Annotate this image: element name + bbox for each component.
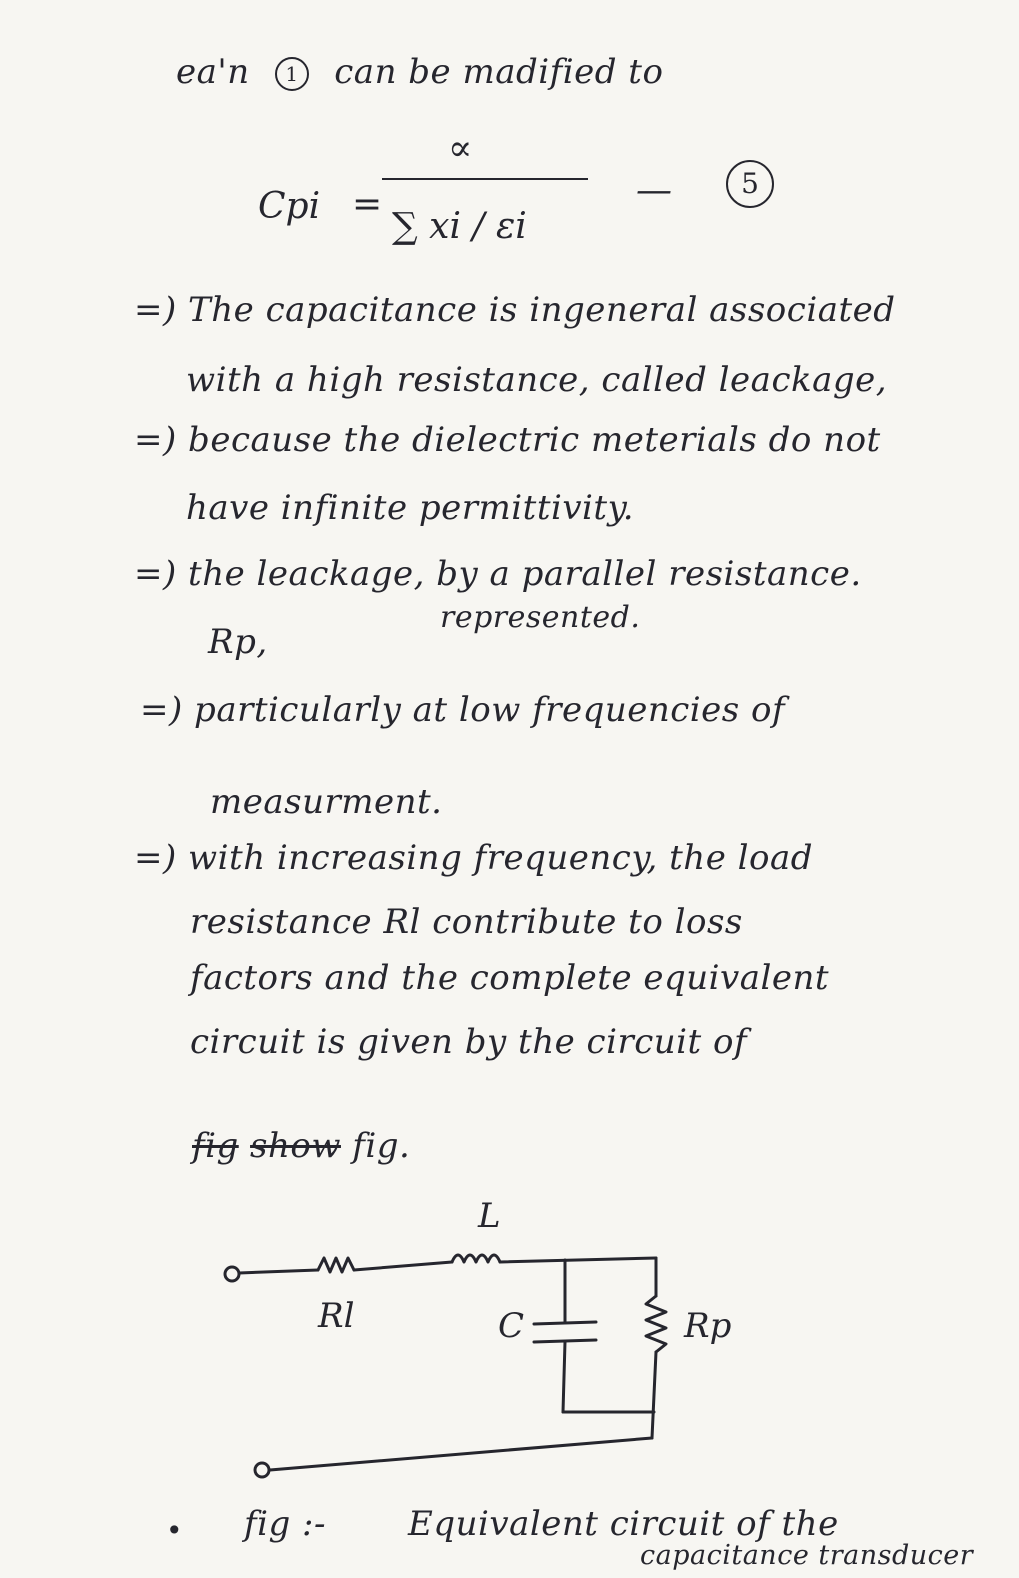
equation-dash: — bbox=[636, 170, 672, 211]
text-line-5: =) the leackage, by a parallel resistance. bbox=[134, 554, 862, 594]
wire-top-right bbox=[500, 1258, 656, 1262]
wire-top-middle bbox=[354, 1262, 452, 1270]
text-line-7: =) particularly at low frequencies of bbox=[140, 690, 786, 730]
text-line-12: circuit is given by the circuit of bbox=[190, 1022, 748, 1062]
text-line-2: with a high resistance, called leackage, bbox=[186, 360, 888, 400]
wire-rp-bottom bbox=[652, 1352, 656, 1438]
caption-bullet: • bbox=[166, 1514, 184, 1547]
text-line-6: Rp, bbox=[208, 622, 268, 662]
label-resistor-rp: Rp bbox=[684, 1306, 732, 1346]
text-line-represented: represented. bbox=[440, 600, 641, 635]
eq-ref-circle: 1 bbox=[275, 57, 309, 91]
caption-prefix: fig :- bbox=[244, 1504, 326, 1544]
label-resistor-rl: Rl bbox=[318, 1296, 355, 1336]
text-line-4: have infinite permittivity. bbox=[186, 488, 635, 528]
resistor-rl-symbol bbox=[318, 1258, 354, 1272]
struck-word-2: show bbox=[250, 1126, 341, 1166]
text-line-3: =) because the dielectric meterials do not bbox=[134, 420, 881, 460]
terminal-bottom bbox=[255, 1463, 269, 1477]
text-line-1: =) The capacitance is ingeneral associated bbox=[134, 290, 896, 330]
inductor-l-symbol bbox=[452, 1255, 500, 1262]
text-line-9: =) with increasing frequency, the load bbox=[134, 838, 814, 878]
equation-number-circle: 5 bbox=[726, 160, 774, 208]
fig-word: fig. bbox=[352, 1126, 411, 1166]
text-line-11: factors and the complete equivalent bbox=[190, 958, 830, 998]
wire-capacitor-bottom bbox=[563, 1342, 565, 1412]
text-line-8: measurment. bbox=[210, 782, 443, 822]
label-capacitor: C bbox=[498, 1306, 525, 1346]
intro-suffix: can be madified to bbox=[334, 52, 664, 92]
label-inductor: L bbox=[478, 1196, 501, 1236]
text-line-10: resistance Rl contribute to loss bbox=[190, 902, 743, 942]
intro-prefix: ea'n bbox=[176, 52, 250, 92]
equation-denominator: ∑ xi / εi bbox=[392, 206, 527, 247]
caption-line-2: capacitance transducer bbox=[640, 1540, 974, 1571]
equation-equals: = bbox=[352, 184, 383, 225]
resistor-rp-symbol bbox=[646, 1296, 666, 1352]
wire-bottom bbox=[270, 1438, 652, 1470]
caption-line-1: Equivalent circuit of the bbox=[408, 1504, 839, 1544]
terminal-top bbox=[225, 1267, 239, 1281]
equation-numerator: ∝ bbox=[448, 128, 473, 169]
capacitor-plate-top bbox=[534, 1322, 596, 1324]
struck-word-1: fig bbox=[192, 1126, 239, 1166]
equation-lhs: Cpi bbox=[258, 186, 321, 227]
wire-top-left bbox=[239, 1270, 318, 1273]
